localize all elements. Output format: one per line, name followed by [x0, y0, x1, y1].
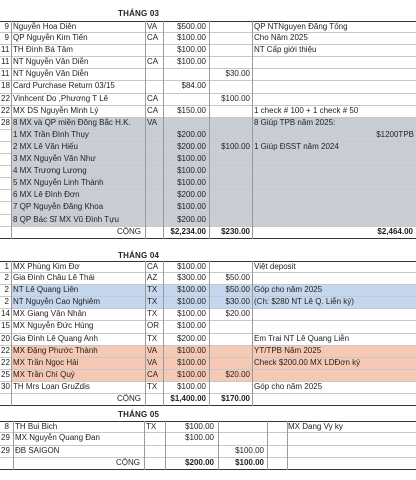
state-code-cell[interactable] [146, 215, 163, 226]
table-row [0, 33, 416, 45]
amount-cell[interactable]: $300.00 [177, 273, 206, 283]
table-row [0, 421, 416, 433]
memo-cell[interactable]: $1200TPB [253, 130, 416, 141]
memo-cell[interactable] [253, 166, 416, 177]
state-code-cell[interactable]: VA [146, 358, 163, 369]
row-number-cell[interactable]: 8 [4, 422, 9, 431]
row-number-cell[interactable]: 20 [1, 333, 10, 343]
amount-cell[interactable] [163, 118, 209, 129]
total-amount-cell[interactable]: $2,234.00 [170, 226, 206, 236]
memo-cell[interactable] [253, 57, 416, 68]
extra-amount-cell[interactable]: $30.00 [225, 69, 250, 79]
state-code-cell[interactable]: VA [146, 118, 163, 129]
state-code-cell[interactable]: AZ [147, 273, 158, 283]
total-label-cell[interactable]: CỘNG [117, 226, 141, 236]
donor-name-cell[interactable]: QP Nguyễn Kim Tiến [13, 33, 88, 43]
row-number-cell[interactable]: 2 [4, 273, 9, 283]
amount-cell[interactable] [165, 446, 217, 457]
total-row [0, 458, 416, 470]
amount-cell[interactable]: $500.00 [177, 22, 206, 31]
memo-cell[interactable] [287, 446, 415, 457]
row-number-cell[interactable]: 22 [1, 345, 10, 355]
amount-cell[interactable]: $100.00 [185, 422, 214, 431]
state-code-cell[interactable]: TX [147, 381, 158, 391]
extra-amount-cell[interactable] [210, 106, 252, 117]
donor-name-cell[interactable]: Card Purchase Return 03/15 [13, 81, 115, 91]
extra-amount-cell[interactable]: $50.00 [225, 273, 250, 283]
donor-name-cell[interactable]: 8 QP Bác Sĩ MX Vũ Đình Tựu [12, 215, 145, 226]
column-divider [11, 21, 12, 239]
column-divider [11, 261, 12, 406]
amount-cell[interactable]: $100.00 [177, 33, 206, 43]
memo-cell[interactable] [287, 433, 415, 444]
total-amount-cell[interactable]: $1,400.00 [170, 394, 206, 404]
row-number-cell[interactable]: 25 [1, 369, 10, 379]
row-number-cell[interactable]: 2 [4, 285, 9, 295]
month-title-may: THÁNG 05 [118, 410, 160, 419]
donor-name-cell[interactable]: 8 MX và QP miền Đông Bắc H.K. [12, 118, 145, 129]
donor-name-cell[interactable]: NT Nguyễn Văn Diễn [13, 69, 89, 79]
state-code-cell[interactable]: TX [146, 422, 157, 431]
memo-cell[interactable]: YT/TPB Năm 2025 [253, 346, 416, 357]
donor-name-cell[interactable]: TH Mrs Loan GruZdis [13, 381, 90, 391]
column-divider [252, 21, 253, 239]
amount-cell[interactable]: $100.00 [163, 166, 209, 177]
column-divider [252, 261, 253, 406]
table-row [0, 190, 416, 202]
row-number-cell[interactable] [0, 178, 11, 189]
memo-cell[interactable] [253, 94, 416, 105]
amount-cell[interactable]: $200.00 [163, 215, 209, 226]
table-row [0, 297, 416, 309]
state-code-cell[interactable]: CA [147, 93, 159, 103]
amount-cell[interactable] [163, 94, 209, 105]
extra-amount-cell[interactable] [210, 22, 252, 32]
row-number-cell[interactable]: 18 [1, 81, 10, 91]
amount-cell[interactable]: $84.00 [181, 81, 206, 91]
table-row [0, 309, 416, 321]
memo-cell[interactable] [253, 190, 416, 201]
row-number-cell[interactable]: 11 [1, 57, 10, 67]
donor-name-cell[interactable]: Gia Đình Lê Quang Anh [13, 333, 98, 343]
state-code-cell[interactable]: TX [146, 285, 163, 296]
state-code-cell[interactable]: CA [147, 57, 159, 67]
row-number-cell[interactable]: 1 [4, 262, 9, 271]
state-code-cell[interactable]: CA [147, 105, 159, 115]
state-code-cell[interactable] [146, 142, 163, 153]
table-row [0, 154, 416, 166]
table-row [0, 94, 416, 106]
total-extra-cell[interactable]: $100.00 [235, 457, 264, 467]
amount-cell[interactable]: $200.00 [177, 333, 206, 343]
extra-amount-cell[interactable] [210, 81, 252, 92]
donor-name-cell[interactable]: ĐB SAIGON [15, 445, 60, 455]
memo-cell[interactable] [253, 309, 416, 320]
state-code-cell[interactable] [146, 178, 163, 189]
donor-name-cell[interactable]: 4 MX Trương Lương [12, 166, 145, 177]
memo-cell[interactable] [253, 370, 416, 381]
extra-amount-cell[interactable]: $20.00 [225, 309, 250, 319]
extra-amount-cell[interactable]: $100.00 [210, 142, 252, 153]
amount-cell[interactable]: $150.00 [177, 105, 206, 115]
state-code-cell[interactable] [146, 69, 163, 80]
march-table [0, 21, 416, 239]
memo-cell[interactable] [253, 321, 416, 332]
total-row [0, 227, 416, 239]
row-number-cell[interactable]: 14 [1, 309, 10, 319]
amount-cell[interactable]: $100.00 [163, 346, 209, 357]
memo-cell[interactable]: Việt deposit [254, 262, 296, 271]
donor-name-cell[interactable]: MX Trần Ngọc Hải [12, 358, 145, 369]
memo-cell[interactable]: Check $200.00 MX LDĐơn ký [253, 358, 416, 369]
month-title-april: THÁNG 04 [118, 251, 160, 260]
amount-cell[interactable]: $100.00 [163, 297, 209, 308]
extra-amount-cell[interactable] [210, 166, 252, 177]
memo-cell[interactable] [253, 202, 416, 213]
memo-cell[interactable]: QP NTNguyen Đăng Tống [254, 22, 348, 31]
row-number-cell[interactable] [0, 166, 11, 177]
table-row [0, 334, 416, 346]
total-label-cell[interactable]: CỘNG [117, 394, 141, 404]
grand-total-cell[interactable] [287, 458, 415, 469]
table-row [0, 370, 416, 382]
extra-amount-cell[interactable] [210, 178, 252, 189]
table-row [0, 285, 416, 297]
total-amount-cell[interactable]: $200.00 [185, 457, 214, 467]
table-row [0, 130, 416, 142]
amount-cell[interactable]: $100.00 [177, 45, 206, 55]
donor-name-cell[interactable]: 7 QP Nguyễn Đăng Khoa [12, 202, 145, 213]
memo-cell[interactable] [253, 178, 416, 189]
table-row [0, 261, 416, 273]
extra-amount-cell[interactable] [210, 382, 252, 393]
table-row [0, 45, 416, 57]
amount-cell[interactable]: $200.00 [163, 130, 209, 141]
donor-name-cell[interactable]: TH Đình Bá Tâm [13, 45, 73, 55]
memo-cell[interactable]: MX Dang Vy ky [288, 422, 343, 431]
amount-cell[interactable]: $100.00 [163, 358, 209, 369]
memo-cell[interactable] [253, 273, 416, 284]
amount-cell[interactable] [163, 69, 209, 80]
table-row [0, 166, 416, 178]
memo-cell[interactable]: Em Trai NT Lê Quang Liễn [254, 333, 350, 343]
table-row [0, 215, 416, 227]
table-row [0, 321, 416, 333]
row-number-cell[interactable]: 11 [1, 69, 10, 79]
state-code-cell[interactable]: TX [147, 333, 158, 343]
extra-amount-cell[interactable] [210, 215, 252, 226]
column-divider [13, 421, 14, 470]
donor-name-cell[interactable]: NT Nguyễn Cao Nghiêm [12, 297, 145, 308]
memo-cell[interactable]: 1 Giúp ĐSST năm 2024 [253, 142, 416, 153]
extra-amount-cell[interactable] [210, 130, 252, 141]
may-table [0, 421, 416, 470]
column-divider [218, 421, 219, 470]
row-number-cell[interactable] [0, 215, 11, 226]
amount-cell[interactable]: $100.00 [177, 321, 206, 331]
amount-cell[interactable]: $100.00 [177, 381, 206, 391]
state-code-cell[interactable]: OR [147, 321, 159, 331]
extra-amount-cell[interactable] [210, 33, 252, 44]
column-divider [145, 261, 146, 406]
extra-amount-cell[interactable]: $30.00 [210, 297, 252, 308]
memo-cell[interactable]: 1 check # 100 + 1 check # 50 [254, 105, 359, 115]
memo-cell[interactable] [253, 81, 416, 92]
donor-name-cell[interactable]: 3 MX Nguyễn Văn Như [12, 154, 145, 165]
row-number-cell[interactable]: 11 [1, 45, 10, 55]
donor-name-cell[interactable]: NT Lê Quang Liên [12, 285, 145, 296]
amount-cell[interactable]: $100.00 [163, 154, 209, 165]
april-table [0, 261, 416, 406]
grand-total-cell[interactable]: $2,464.00 [377, 226, 413, 236]
extra-amount-cell[interactable] [210, 57, 252, 68]
state-code-cell[interactable]: CA [146, 370, 163, 381]
row-number-cell[interactable]: 22 [1, 105, 10, 115]
extra-amount-cell[interactable] [210, 190, 252, 201]
row-number-cell[interactable] [0, 130, 11, 141]
row-number-cell[interactable]: 30 [1, 381, 10, 391]
extra-amount-cell[interactable] [218, 433, 266, 444]
amount-cell[interactable]: $100.00 [163, 178, 209, 189]
extra-amount-cell[interactable] [210, 334, 252, 345]
memo-cell[interactable]: NT Cấp giới thiệu [254, 45, 317, 55]
state-code-cell[interactable]: TX [147, 309, 158, 319]
state-code-cell[interactable] [146, 166, 163, 177]
total-extra-cell[interactable]: $230.00 [221, 226, 250, 236]
donor-name-cell[interactable]: MX Nguyễn Quang Đan [15, 433, 100, 443]
memo-cell[interactable] [253, 69, 416, 80]
donor-name-cell[interactable]: 1 MX Trần Đình Thụy [12, 130, 145, 141]
donor-name-cell[interactable]: Nguyễn Hoa Diên [13, 22, 77, 31]
table-row [0, 178, 416, 190]
state-code-cell[interactable]: TX [146, 297, 163, 308]
amount-cell[interactable]: $100.00 [177, 309, 206, 319]
row-number-cell[interactable]: 28 [1, 117, 10, 127]
donor-name-cell[interactable]: MX Nguyễn Đức Hùng [13, 321, 94, 331]
amount-cell[interactable]: $200.00 [163, 190, 209, 201]
row-number-cell[interactable] [0, 142, 11, 153]
column-divider [209, 21, 210, 239]
column-divider [163, 261, 164, 406]
grand-total-cell[interactable] [253, 394, 416, 405]
amount-cell[interactable]: $100.00 [163, 370, 209, 381]
column-divider [144, 421, 145, 470]
row-number-cell[interactable]: 9 [4, 33, 9, 43]
row-number-cell[interactable] [0, 202, 11, 213]
donor-name-cell[interactable]: TH Bui Bich [15, 422, 58, 431]
extra-amount-cell[interactable] [210, 118, 252, 129]
column-divider [165, 421, 166, 470]
donor-name-cell[interactable]: MX Đặng Phước Thành [12, 346, 145, 357]
table-row [0, 382, 416, 394]
memo-cell[interactable]: Cho Năm 2025 [254, 33, 308, 43]
extra-amount-cell[interactable] [210, 346, 252, 357]
column-divider [209, 261, 210, 406]
table-row [0, 57, 416, 69]
donor-name-cell[interactable]: MX Phùng Kim Đơ [13, 262, 80, 271]
memo-cell[interactable]: Góp cho năm 2025 [253, 285, 416, 296]
state-code-cell[interactable]: VA [147, 22, 158, 31]
month-title-march: THÁNG 03 [118, 9, 160, 18]
state-code-cell[interactable] [146, 130, 163, 141]
row-number-cell[interactable]: 2 [4, 297, 9, 307]
table-row [0, 106, 416, 118]
memo-cell[interactable] [253, 215, 416, 226]
state-code-cell[interactable] [146, 45, 163, 56]
state-code-cell[interactable]: CA [147, 262, 159, 271]
memo-cell[interactable]: Góp cho năm 2025 [254, 381, 323, 391]
column-divider [145, 21, 146, 239]
extra-amount-cell[interactable] [210, 45, 252, 56]
table-row [0, 433, 416, 445]
amount-cell[interactable]: $100.00 [185, 433, 214, 443]
table-row [0, 21, 416, 33]
donor-name-cell[interactable]: 2 MX Lê Văn Hiếu [12, 142, 145, 153]
table-row [0, 446, 416, 458]
donor-name-cell[interactable]: 5 MX Nguyễn Linh Thành [12, 178, 145, 189]
extra-amount-cell[interactable] [210, 321, 252, 332]
state-code-cell[interactable] [145, 433, 165, 444]
row-number-cell[interactable] [0, 190, 11, 201]
memo-cell[interactable] [253, 154, 416, 165]
extra-amount-cell[interactable] [218, 422, 266, 432]
extra-amount-cell[interactable] [210, 202, 252, 213]
extra-amount-cell[interactable]: $50.00 [210, 285, 252, 296]
amount-cell[interactable]: $100.00 [163, 285, 209, 296]
amount-cell[interactable]: $100.00 [163, 202, 209, 213]
column-divider [287, 421, 288, 470]
total-extra-cell[interactable]: $170.00 [221, 394, 250, 404]
donor-name-cell[interactable]: MX DS Nguyễn Minh Lý [13, 105, 99, 115]
extra-amount-cell[interactable] [210, 262, 252, 272]
table-row [0, 118, 416, 130]
state-code-cell[interactable] [145, 446, 165, 457]
row-number-cell[interactable] [0, 154, 11, 165]
total-label-cell[interactable]: CỘNG [116, 457, 140, 467]
state-code-cell[interactable] [146, 81, 163, 92]
donor-name-cell[interactable]: Vinhcent Do ,Phương T Lê [13, 93, 109, 103]
state-code-cell[interactable]: VA [146, 346, 163, 357]
total-row [0, 394, 416, 406]
extra-amount-cell[interactable]: $100.00 [221, 93, 250, 103]
table-row [0, 273, 416, 285]
column-divider [267, 421, 268, 470]
table-row [0, 142, 416, 154]
row-number-cell[interactable]: 9 [4, 22, 9, 31]
donor-name-cell[interactable]: NT Nguyễn Văn Diễn [13, 57, 89, 67]
row-number-cell[interactable]: 29 [1, 445, 10, 455]
amount-cell[interactable]: $200.00 [163, 142, 209, 153]
amount-cell[interactable]: $100.00 [177, 57, 206, 67]
table-row [0, 202, 416, 214]
table-row [0, 358, 416, 370]
extra-amount-cell[interactable]: $100.00 [235, 445, 264, 455]
row-number-cell[interactable]: 22 [1, 357, 10, 367]
donor-name-cell[interactable]: Gia Đình Châu Lê Thái [13, 273, 95, 283]
state-code-cell[interactable]: CA [147, 33, 159, 43]
state-code-cell[interactable] [146, 202, 163, 213]
table-row [0, 346, 416, 358]
row-number-cell[interactable]: 15 [1, 321, 10, 331]
donor-name-cell[interactable]: MX Giang Văn Nhân [13, 309, 87, 319]
memo-cell[interactable]: 8 Giúp TPB năm 2025: [253, 118, 416, 129]
state-code-cell[interactable] [146, 154, 163, 165]
row-number-cell[interactable]: 29 [1, 433, 10, 443]
amount-cell[interactable]: $100.00 [177, 262, 206, 271]
donor-name-cell[interactable]: 6 MX Lê Đình Đơn [12, 190, 145, 201]
column-divider [163, 21, 164, 239]
row-number-cell[interactable]: 22 [1, 93, 10, 103]
memo-cell[interactable]: (Ch: $280 NT Lê Q. Liễn ký) [253, 297, 416, 308]
extra-amount-cell[interactable] [210, 154, 252, 165]
extra-amount-cell[interactable]: $20.00 [210, 370, 252, 381]
table-row [0, 69, 416, 81]
extra-amount-cell[interactable] [210, 358, 252, 369]
table-row [0, 81, 416, 93]
donor-name-cell[interactable]: MX Trần Chí Quý [12, 370, 145, 381]
state-code-cell[interactable] [146, 190, 163, 201]
